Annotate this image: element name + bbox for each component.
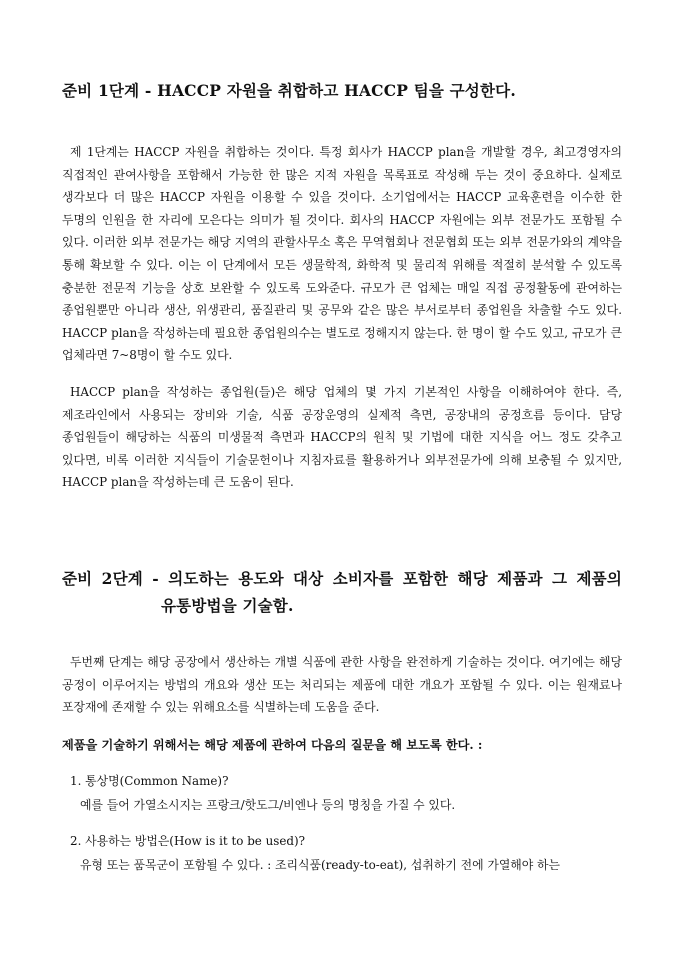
- question-2-title: 2. 사용하는 방법은(How is it to be used)?: [70, 834, 306, 848]
- question-1-body: 예를 들어 가열소시지는 프랑크/핫도그/비엔나 등의 명칭을 가질 수 있다.: [80, 798, 456, 812]
- section1-heading: 준비 1단계 - HACCP 자원을 취합하고 HACCP 팀을 구성한다.: [62, 81, 516, 100]
- question-2-body: 유형 또는 품목군이 포함될 수 있다. : 조리식품(ready-to-eat), 섭취하기 전에 가열해야 하는: [80, 858, 561, 872]
- section2-heading-line2: 유통방법을 기술함.: [161, 596, 294, 615]
- question-1-title: 1. 통상명(Common Name)?: [70, 774, 229, 788]
- section1-paragraph-2: HACCP plan을 작성하는 종업원(들)은 해당 업체의 몇 가지 기본적인 사항을 이해하여야 한다. 즉, 제조라인에서 사용되는 장비와 기술, 식품 공장운영의 실제적 측면, 공장내의 공정흐름 등이다. 담당 종업원들이 해당하는 식품의 미생물적 측면과 HACCP의 원칙 및 기법에 대한 지식을 어느 정도 갖추고 있다면, 비록 이러한 지식들이 기술문헌이나 지침자료를 활용하거나 외부전문가에 의해 보충될 수 있지만, HACCP plan을 작성하는데 큰 도움이 된다.: [62, 385, 622, 490]
- section2-heading-line1: 준비 2단계 - 의도하는 용도와 대상 소비자를 포함한 해당 제품과 그 제품의: [62, 569, 622, 588]
- section2-paragraph: 두번째 단계는 해당 공장에서 생산하는 개별 식품에 관한 사항을 완전하게 기술하는 것이다. 여기에는 해당 공정이 이루어지는 방법의 개요와 생산 또는 처리되는 제품에 대한 개요가 포함될 수 있다. 이는 원재료나 포장재에 존재할 수 있는 위해요소를 식별하는데 도움을 준다.: [62, 655, 622, 715]
- section1-paragraph-1: 제 1단계는 HACCP 자원을 취합하는 것이다. 특정 회사가 HACCP plan을 개발할 경우, 최고경영자의 직접적인 관여사항을 포함해서 가능한 한 많은 지적 자원을 목록표로 작성해 두는 것이 중요하다. 실제로 생각보다 더 많은 HACCP 자원을 이용할 수 있을 것이다. 소기업에서는 HACCP 교육훈련을 이수한 한 두명의 인원을 한 자리에 모은다는 의미가 될 것이다. 회사의 HACCP 자원에는 외부 전문가도 포함될 수 있다. 이러한 외부 전문가는 해당 지역의 관할사무소 혹은 무역협회나 전문협회 또는 외부 전문가와의 계약을 통해 확보할 수 있다. 이는 이 단계에서 모든 생물학적, 화학적 및 물리적 위해를 적절히 분석할 수 있도록 충분한 전문적 기능을 상호 보완할 수 있도록 도와준다. 규모가 큰 업체는 매일 직접 공정활동에 관여하는 종업원뿐만 아니라 생산, 위생관리, 품질관리 및 공무와 같은 많은 부서로부터 종업원을 차출할 수도 있다. HACCP plan을 작성하는데 필요한 종업원의수는 별도로 정해지지 않는다. 한 명이 할 수도 있고, 규모가 큰 업체라면 7~8명이 할 수도 있다.: [62, 145, 622, 363]
- questions-intro: 제품을 기술하기 위해서는 해당 제품에 관하여 다음의 질문을 해 보도록 한다. :: [62, 738, 483, 752]
